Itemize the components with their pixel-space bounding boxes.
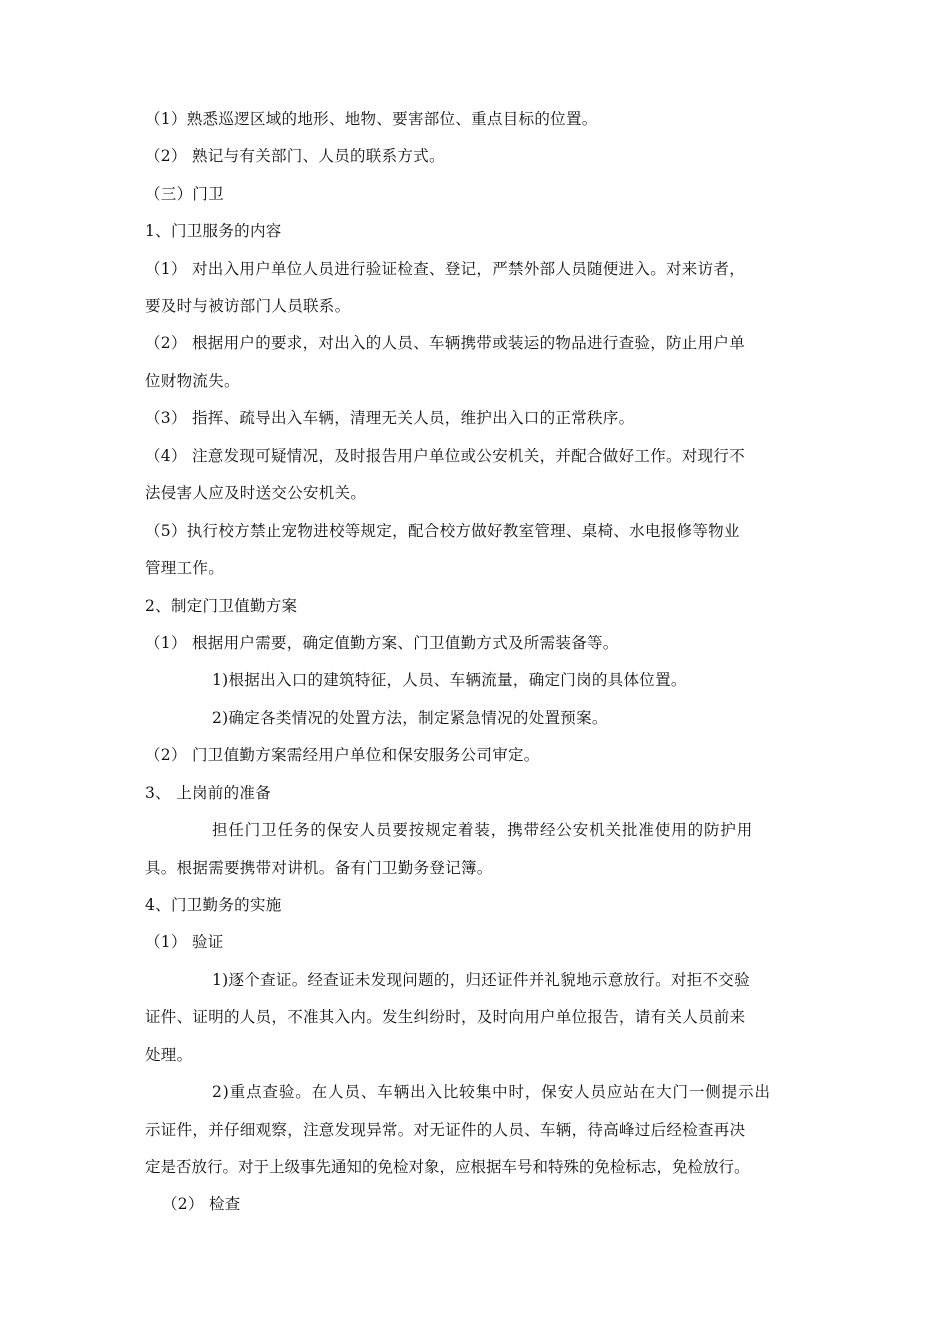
text-line: （3） 指挥、疏导出入车辆，清理无关人员，维护出入口的正常秩序。 bbox=[145, 409, 635, 427]
text-line: 1)逐个查证。经查证未发现问题的，归还证件并礼貌地示意放行。对拒不交验 bbox=[212, 971, 750, 989]
section-heading: 3、 上岗前的准备 bbox=[145, 784, 271, 802]
text-line: 2)重点查验。在人员、车辆出入比较集中时，保安人员应站在大门一侧提示出 bbox=[212, 1083, 771, 1101]
text-line: 定是否放行。对于上级事先通知的免检对象，应根据车号和特殊的免检标志，免检放行。 bbox=[145, 1158, 750, 1176]
text-line: （2） 门卫值勤方案需经用户单位和保安服务公司审定。 bbox=[145, 746, 540, 764]
text-line: 证件、证明的人员，不准其入内。发生纠纷时，及时向用户单位报告，请有关人员前来 bbox=[145, 1008, 746, 1026]
text-line: （1） 根据用户需要，确定值勤方案、门卫值勤方式及所需装备等。 bbox=[145, 634, 619, 652]
section-heading: 2、制定门卫值勤方案 bbox=[145, 597, 298, 615]
text-line: （1）熟悉巡逻区域的地形、地物、要害部位、重点目标的位置。 bbox=[145, 110, 598, 128]
text-line: 1)根据出入口的建筑特征，人员、车辆流量，确定门岗的具体位置。 bbox=[212, 671, 687, 689]
section-heading: 4、门卫勤务的实施 bbox=[145, 896, 282, 914]
text-line: 管理工作。 bbox=[145, 559, 225, 577]
text-line: （三）门卫 bbox=[145, 185, 225, 203]
text-line: 处理。 bbox=[145, 1046, 193, 1064]
section-heading: 1、门卫服务的内容 bbox=[145, 222, 282, 240]
text-line: 位财物流失。 bbox=[145, 372, 240, 390]
text-line: （4） 注意发现可疑情况，及时报告用户单位或公安机关，并配合做好工作。对现行不 bbox=[145, 447, 745, 465]
text-line: 要及时与被访部门人员联系。 bbox=[145, 297, 351, 315]
text-line: （1） 对出入用户单位人员进行验证检查、登记，严禁外部人员随便进入。对来访者， bbox=[145, 260, 745, 278]
text-line: 示证件，并仔细观察，注意发现异常。对无证件的人员、车辆，待高峰过后经检查再决 bbox=[145, 1121, 746, 1139]
text-line: 法侵害人应及时送交公安机关。 bbox=[145, 484, 367, 502]
text-line: （5）执行校方禁止宠物进校等规定，配合校方做好教室管理、桌椅、水电报修等物业 bbox=[145, 522, 740, 540]
text-line: （2） 根据用户的要求，对出入的人员、车辆携带或装运的物品进行查验，防止用户单 bbox=[145, 334, 745, 352]
text-line: 具。根据需要携带对讲机。备有门卫勤务登记簿。 bbox=[145, 859, 493, 877]
text-line: 担任门卫任务的保安人员要按规定着装，携带经公安机关批准使用的防护用 bbox=[212, 821, 754, 839]
text-line: （2） 熟记与有关部门、人员的联系方式。 bbox=[145, 147, 445, 165]
text-line: 2)确定各类情况的处置方法，制定紧急情况的处置预案。 bbox=[212, 709, 608, 727]
text-line: （2） 检查 bbox=[162, 1195, 241, 1213]
text-line: （1） 验证 bbox=[145, 933, 224, 951]
